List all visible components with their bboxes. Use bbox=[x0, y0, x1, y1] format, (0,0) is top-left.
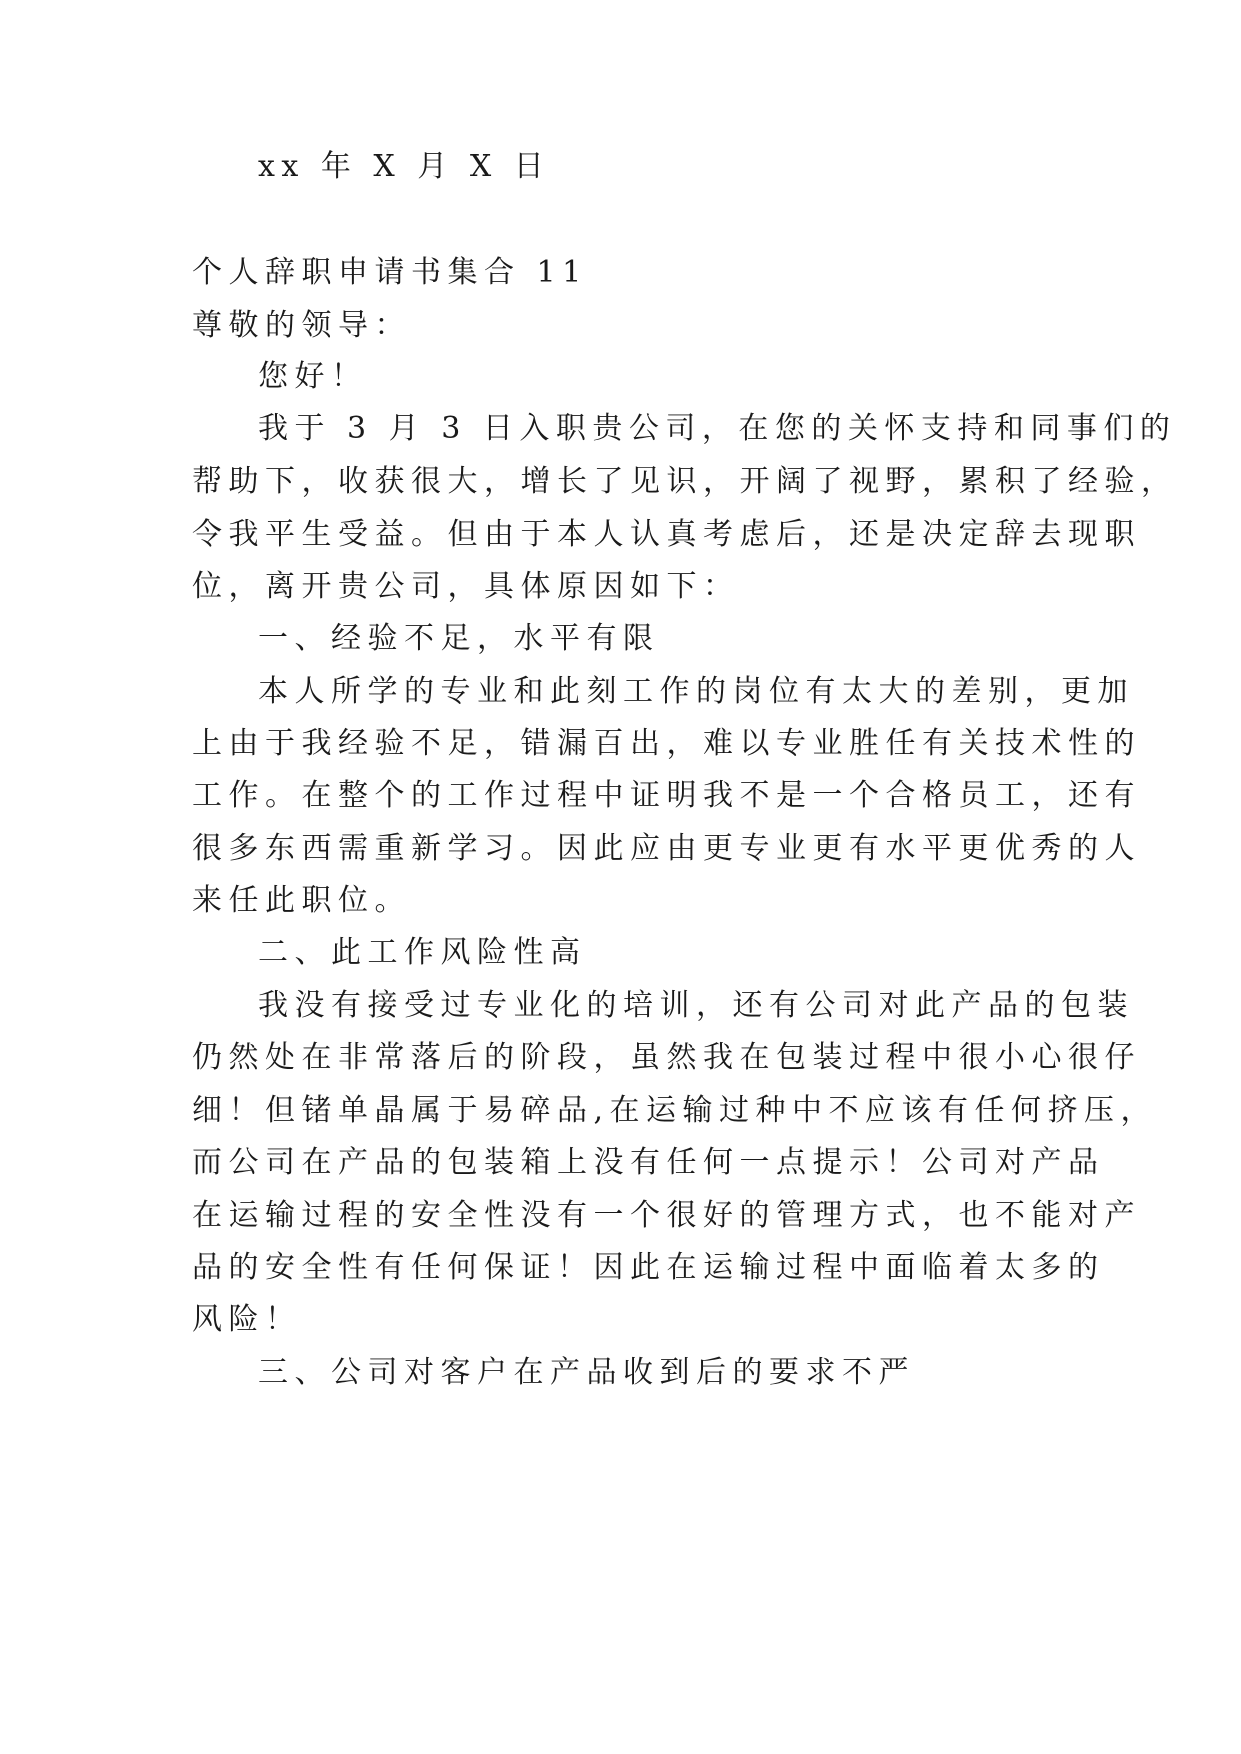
paragraph-line: 帮助下，收获很大，增长了见识，开阔了视野，累积了经验， bbox=[192, 464, 1178, 499]
paragraph-line: 细！但锗单晶属于易碎品,在运输过种中不应该有任何挤压， bbox=[192, 1093, 1158, 1128]
paragraph-line: 上由于我经验不足，错漏百出，难以专业胜任有关技术性的 bbox=[192, 726, 1141, 761]
paragraph-line: 在运输过程的安全性没有一个很好的管理方式，也不能对产 bbox=[192, 1198, 1141, 1233]
paragraph-line: 我没有接受过专业化的培训，还有公司对此产品的包装 bbox=[258, 988, 1134, 1023]
salutation: 尊敬的领导： bbox=[192, 308, 411, 343]
paragraph-line: 令我平生受益。但由于本人认真考虑后，还是决定辞去现职 bbox=[192, 517, 1141, 552]
section-heading: 三、公司对客户在产品收到后的要求不严 bbox=[258, 1355, 915, 1390]
document-title: 个人辞职申请书集合 11 bbox=[192, 255, 588, 290]
greeting: 您好！ bbox=[258, 359, 368, 394]
section-heading: 二、此工作风险性高 bbox=[258, 935, 587, 970]
paragraph-line: 工作。在整个的工作过程中证明我不是一个合格员工，还有 bbox=[192, 778, 1141, 813]
paragraph-line: 品的安全性有任何保证！因此在运输过程中面临着太多的 bbox=[192, 1250, 1105, 1285]
paragraph-line: 仍然处在非常落后的阶段，虽然我在包装过程中很小心很仔 bbox=[192, 1040, 1141, 1075]
paragraph-line: 很多东西需重新学习。因此应由更专业更有水平更优秀的人 bbox=[192, 831, 1141, 866]
paragraph-line: 而公司在产品的包装箱上没有任何一点提示！公司对产品 bbox=[192, 1145, 1105, 1180]
paragraph-line: 来任此职位。 bbox=[192, 883, 411, 918]
paragraph-line: 本人所学的专业和此刻工作的岗位有太大的差别，更加 bbox=[258, 674, 1134, 709]
paragraph-line: 位，离开贵公司，具体原因如下： bbox=[192, 569, 740, 604]
paragraph-line: 风险！ bbox=[192, 1302, 302, 1337]
section-heading: 一、经验不足，水平有限 bbox=[258, 621, 660, 656]
date-line: xx 年 X 月 X 日 bbox=[258, 149, 551, 184]
paragraph-line: 我于 3 月 3 日入职贵公司，在您的关怀支持和同事们的 bbox=[258, 411, 1177, 446]
